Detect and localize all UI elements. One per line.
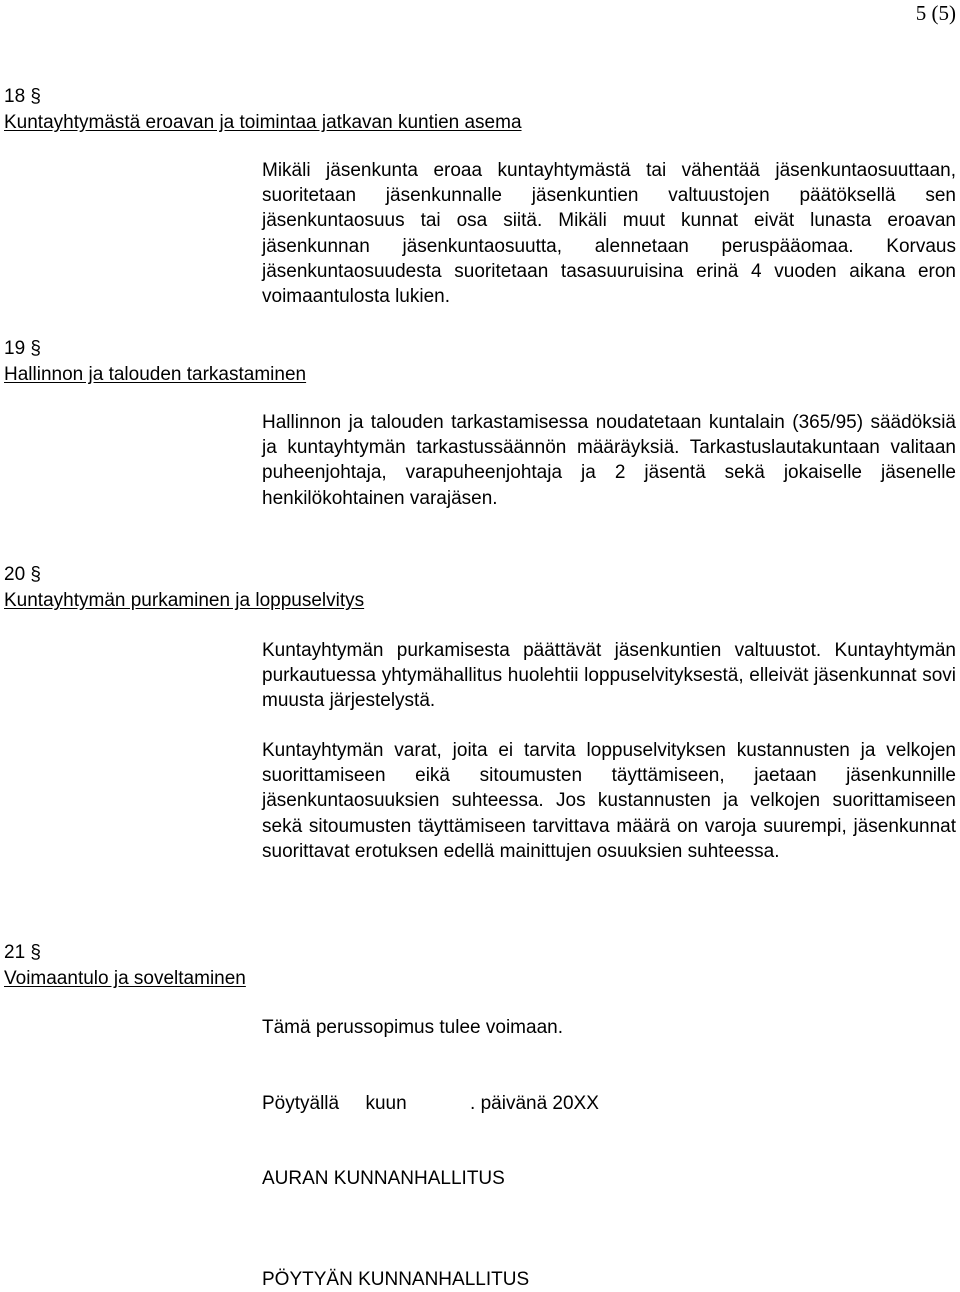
signer-auran-kunnanhallitus: AURAN KUNNANHALLITUS — [262, 1168, 505, 1189]
section-20-paragraph-1: Kuntayhtymän purkamisesta päättävät jäsenkuntien valtuustot. Kuntayhtymän purkautuessa yhtymähallitus huolehtii loppuselvityksestä, elleivät jäsenkunnat sovi muusta järjestelystä. — [262, 640, 956, 712]
section-19-paragraph: Hallinnon ja talouden tarkastamisessa noudatetaan kuntalain (365/95) säädöksiä ja kuntayhtymän tarkastussäännön määräyksiä. Tarkastuslautakuntaan valitaan puheenjohtaja, varapuheenjohtaja ja 2 jäsentä sekä jokaiselle jäsenelle henkilökohtainen varajäsen. — [262, 412, 956, 509]
section-number: 19 § — [4, 338, 41, 359]
section-title: Kuntayhtymästä eroavan ja toimintaa jatkavan kuntien asema — [4, 112, 522, 133]
section-18-heading — [4, 84, 522, 136]
section-20-paragraph-2: Kuntayhtymän varat, joita ei tarvita loppuselvityksen kustannusten ja velkojen suorittamiseen eikä sitoumusten täyttämiseen, jaetaan jäsenkunnille jäsenkuntaosuuksien suhteessa. Jos kustannusten ja velkojen suorittamiseen sekä sitoumusten täyttämiseen tarvittava määrä on varoja suurempi, jäsenkunnat suorittavat erotuksen edellä mainittujen osuuksien suhteessa. — [262, 740, 956, 862]
section-21-heading — [4, 940, 246, 992]
section-number: 18 § — [4, 86, 41, 107]
section-title: Kuntayhtymän purkaminen ja loppuselvitys — [4, 590, 365, 611]
signer-poytyan-kunnanhallitus: PÖYTYÄN KUNNANHALLITUS — [262, 1269, 530, 1290]
section-title: Hallinnon ja talouden tarkastaminen — [4, 364, 307, 385]
section-19-heading — [4, 336, 306, 388]
section-title: Voimaantulo ja soveltaminen — [4, 968, 246, 989]
section-20-heading — [4, 562, 364, 614]
section-number: 20 § — [4, 564, 41, 585]
section-number: 21 § — [4, 942, 41, 963]
page-number: 5 (5) — [915, 1, 956, 25]
section-21-paragraph: Tämä perussopimus tulee voimaan. — [262, 1017, 563, 1038]
section-18-paragraph: Mikäli jäsenkunta eroaa kuntayhtymästä tai vähentää jäsenkuntaosuuttaan, suoritetaan jäsenkunnalle jäsenkuntien valtuustojen päätöksellä sen jäsenkuntaosuus tai osa siitä. Mikäli muut kunnat eivät lunasta eroavan jäsenkunnan jäsenkuntaosuutta, alennetaan peruspääomaa. Korvaus jäsenkuntaosuudesta suoritetaan tasasuuruisina erinä 4 vuoden aikana eron voimaantulosta lukien. — [262, 160, 956, 308]
signature-date-line: Pöytyällä kuun . päivänä 20XX — [262, 1093, 599, 1114]
